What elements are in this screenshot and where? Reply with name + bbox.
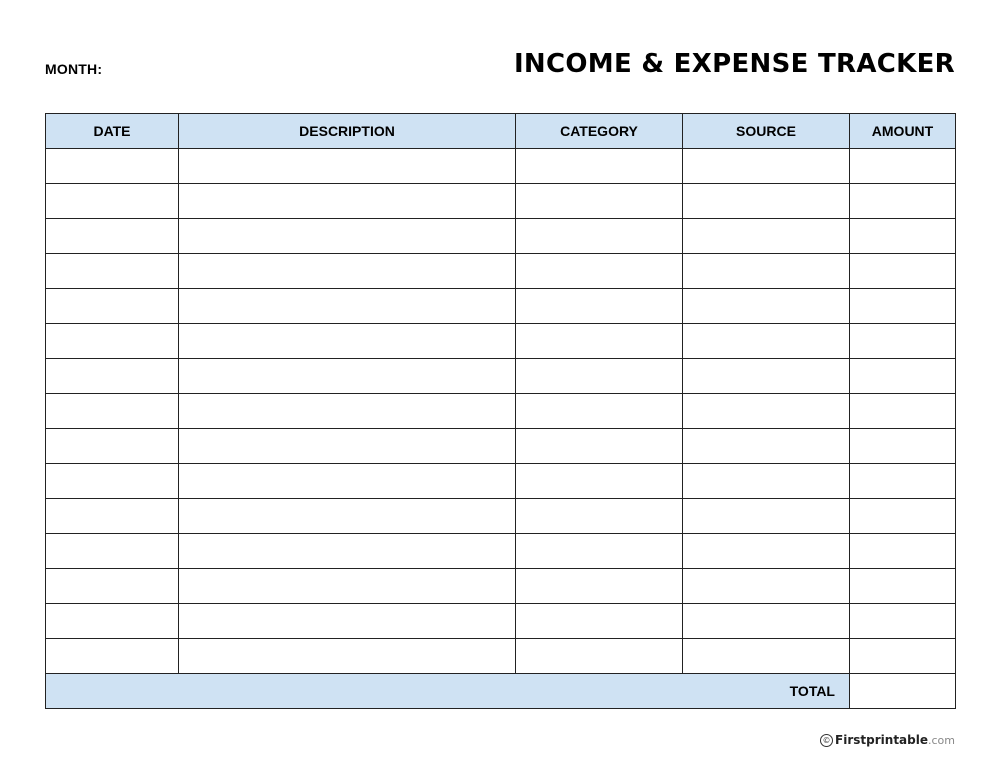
description-cell[interactable] <box>179 464 516 499</box>
source-cell[interactable] <box>683 464 850 499</box>
date-cell[interactable] <box>46 569 179 604</box>
source-cell[interactable] <box>683 604 850 639</box>
copyright-icon: © <box>820 734 833 747</box>
category-cell[interactable] <box>516 569 683 604</box>
date-cell[interactable] <box>46 604 179 639</box>
date-cell[interactable] <box>46 394 179 429</box>
description-cell[interactable] <box>179 639 516 674</box>
category-cell[interactable] <box>516 639 683 674</box>
date-cell[interactable] <box>46 219 179 254</box>
description-cell[interactable] <box>179 219 516 254</box>
description-cell[interactable] <box>179 254 516 289</box>
category-cell[interactable] <box>516 464 683 499</box>
date-cell[interactable] <box>46 464 179 499</box>
table-row <box>46 289 956 324</box>
description-cell[interactable] <box>179 569 516 604</box>
amount-cell[interactable] <box>850 184 956 219</box>
category-cell[interactable] <box>516 184 683 219</box>
date-cell[interactable] <box>46 149 179 184</box>
description-cell[interactable] <box>179 499 516 534</box>
category-cell[interactable] <box>516 324 683 359</box>
source-cell[interactable] <box>683 324 850 359</box>
category-cell[interactable] <box>516 149 683 184</box>
amount-cell[interactable] <box>850 499 956 534</box>
category-cell[interactable] <box>516 429 683 464</box>
total-value-cell[interactable] <box>850 674 956 709</box>
column-header-source: SOURCE <box>683 114 850 149</box>
date-cell[interactable] <box>46 499 179 534</box>
description-cell[interactable] <box>179 394 516 429</box>
tracker-body <box>46 149 956 709</box>
table-row <box>46 569 956 604</box>
table-row <box>46 184 956 219</box>
category-cell[interactable] <box>516 604 683 639</box>
table-row <box>46 254 956 289</box>
table-row <box>46 499 956 534</box>
amount-cell[interactable] <box>850 639 956 674</box>
amount-cell[interactable] <box>850 254 956 289</box>
footer-tld: .com <box>928 733 955 747</box>
column-header-category: CATEGORY <box>516 114 683 149</box>
table-row <box>46 359 956 394</box>
amount-cell[interactable] <box>850 394 956 429</box>
source-cell[interactable] <box>683 184 850 219</box>
header-row <box>46 114 956 149</box>
table-row <box>46 429 956 464</box>
category-cell[interactable] <box>516 254 683 289</box>
amount-cell[interactable] <box>850 289 956 324</box>
description-cell[interactable] <box>179 429 516 464</box>
tracker-table <box>45 113 956 709</box>
date-cell[interactable] <box>46 184 179 219</box>
category-cell[interactable] <box>516 359 683 394</box>
category-cell[interactable] <box>516 289 683 324</box>
date-cell[interactable] <box>46 324 179 359</box>
amount-cell[interactable] <box>850 429 956 464</box>
amount-cell[interactable] <box>850 464 956 499</box>
category-cell[interactable] <box>516 534 683 569</box>
source-cell[interactable] <box>683 534 850 569</box>
date-cell[interactable] <box>46 639 179 674</box>
table-row <box>46 604 956 639</box>
table-row <box>46 324 956 359</box>
date-cell[interactable] <box>46 534 179 569</box>
description-cell[interactable] <box>179 149 516 184</box>
description-cell[interactable] <box>179 359 516 394</box>
total-label: TOTAL <box>46 674 850 709</box>
table-row <box>46 149 956 184</box>
amount-cell[interactable] <box>850 359 956 394</box>
column-header-amount: AMOUNT <box>850 114 956 149</box>
page-title: INCOME & EXPENSE TRACKER <box>513 49 955 79</box>
amount-cell[interactable] <box>850 149 956 184</box>
source-cell[interactable] <box>683 359 850 394</box>
source-cell[interactable] <box>683 429 850 464</box>
category-cell[interactable] <box>516 219 683 254</box>
table-row <box>46 219 956 254</box>
table-row <box>46 534 956 569</box>
amount-cell[interactable] <box>850 534 956 569</box>
description-cell[interactable] <box>179 604 516 639</box>
source-cell[interactable] <box>683 254 850 289</box>
amount-cell[interactable] <box>850 219 956 254</box>
category-cell[interactable] <box>516 499 683 534</box>
description-cell[interactable] <box>179 184 516 219</box>
total-row <box>46 674 956 709</box>
date-cell[interactable] <box>46 254 179 289</box>
date-cell[interactable] <box>46 359 179 394</box>
date-cell[interactable] <box>46 289 179 324</box>
table-row <box>46 394 956 429</box>
amount-cell[interactable] <box>850 324 956 359</box>
description-cell[interactable] <box>179 289 516 324</box>
month-label: MONTH: <box>45 61 103 77</box>
column-header-date: DATE <box>46 114 179 149</box>
table-row <box>46 464 956 499</box>
source-cell[interactable] <box>683 394 850 429</box>
footer-brand: Firstprintable <box>835 733 928 747</box>
description-cell[interactable] <box>179 324 516 359</box>
amount-cell[interactable] <box>850 604 956 639</box>
source-cell[interactable] <box>683 219 850 254</box>
source-cell[interactable] <box>683 569 850 604</box>
source-cell[interactable] <box>683 499 850 534</box>
description-cell[interactable] <box>179 534 516 569</box>
column-header-description: DESCRIPTION <box>179 114 516 149</box>
category-cell[interactable] <box>516 394 683 429</box>
source-cell[interactable] <box>683 149 850 184</box>
date-cell[interactable] <box>46 429 179 464</box>
source-cell[interactable] <box>683 289 850 324</box>
amount-cell[interactable] <box>850 569 956 604</box>
footer-credit <box>820 733 955 747</box>
source-cell[interactable] <box>683 639 850 674</box>
table-row <box>46 639 956 674</box>
